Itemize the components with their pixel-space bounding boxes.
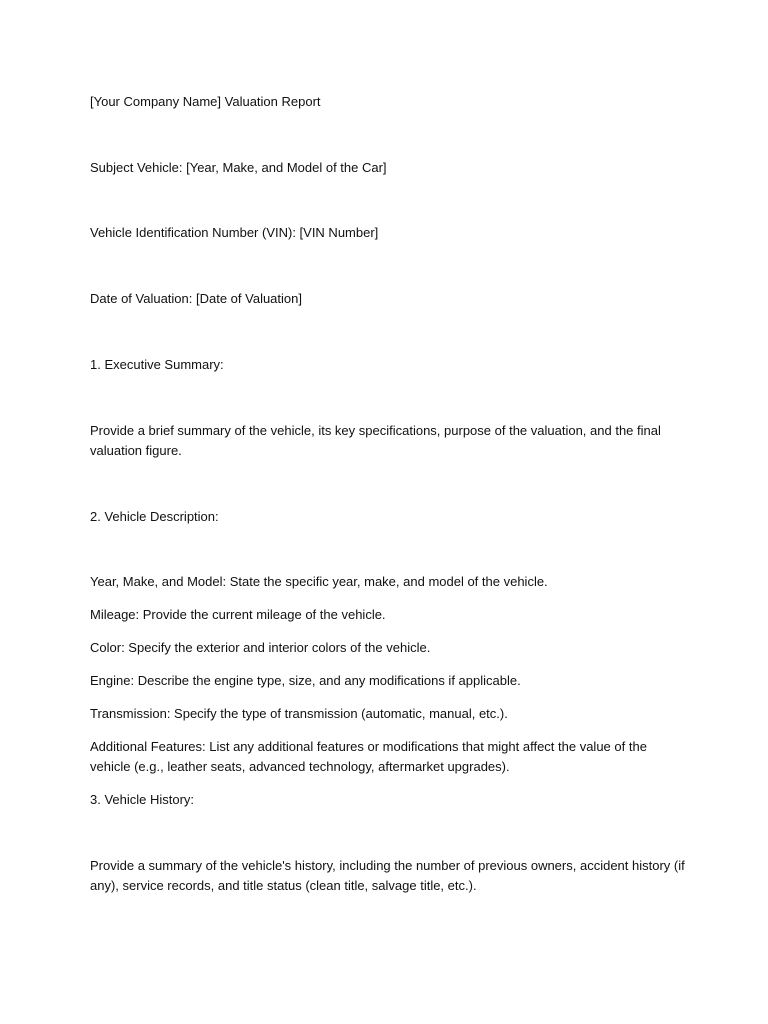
vehicle-history-body: Provide a summary of the vehicle's history, including the number of previous owners, accident history (if any), service records, and title status (clean title, salvage title, etc.).: [90, 858, 685, 893]
vehicle-description-item: Additional Features: List any additional features or modifications that might affect the value of the vehicle (e.g., leather seats, advanced technology, aftermarket upgrades).: [90, 739, 647, 774]
date-of-valuation-line: Date of Valuation: [Date of Valuation]: [90, 291, 302, 306]
vehicle-description-item: Mileage: Provide the current mileage of the vehicle.: [90, 607, 386, 622]
section-heading-executive-summary: 1. Executive Summary:: [90, 357, 224, 372]
executive-summary-body: Provide a brief summary of the vehicle, its key specifications, purpose of the valuation, and the final valuation figure.: [90, 423, 661, 458]
vehicle-description-item: Transmission: Specify the type of transmission (automatic, manual, etc.).: [90, 706, 508, 721]
section-heading-vehicle-description: 2. Vehicle Description:: [90, 509, 219, 524]
subject-vehicle-line: Subject Vehicle: [Year, Make, and Model of the Car]: [90, 160, 387, 175]
vehicle-description-item: Year, Make, and Model: State the specific year, make, and model of the vehicle.: [90, 574, 548, 589]
vehicle-description-item: Engine: Describe the engine type, size, and any modifications if applicable.: [90, 673, 521, 688]
report-title: [Your Company Name] Valuation Report: [90, 94, 321, 109]
vehicle-description-item: Color: Specify the exterior and interior colors of the vehicle.: [90, 640, 431, 655]
section-heading-vehicle-history: 3. Vehicle History:: [90, 792, 195, 807]
vin-line: Vehicle Identification Number (VIN): [VIN Number]: [90, 225, 379, 240]
